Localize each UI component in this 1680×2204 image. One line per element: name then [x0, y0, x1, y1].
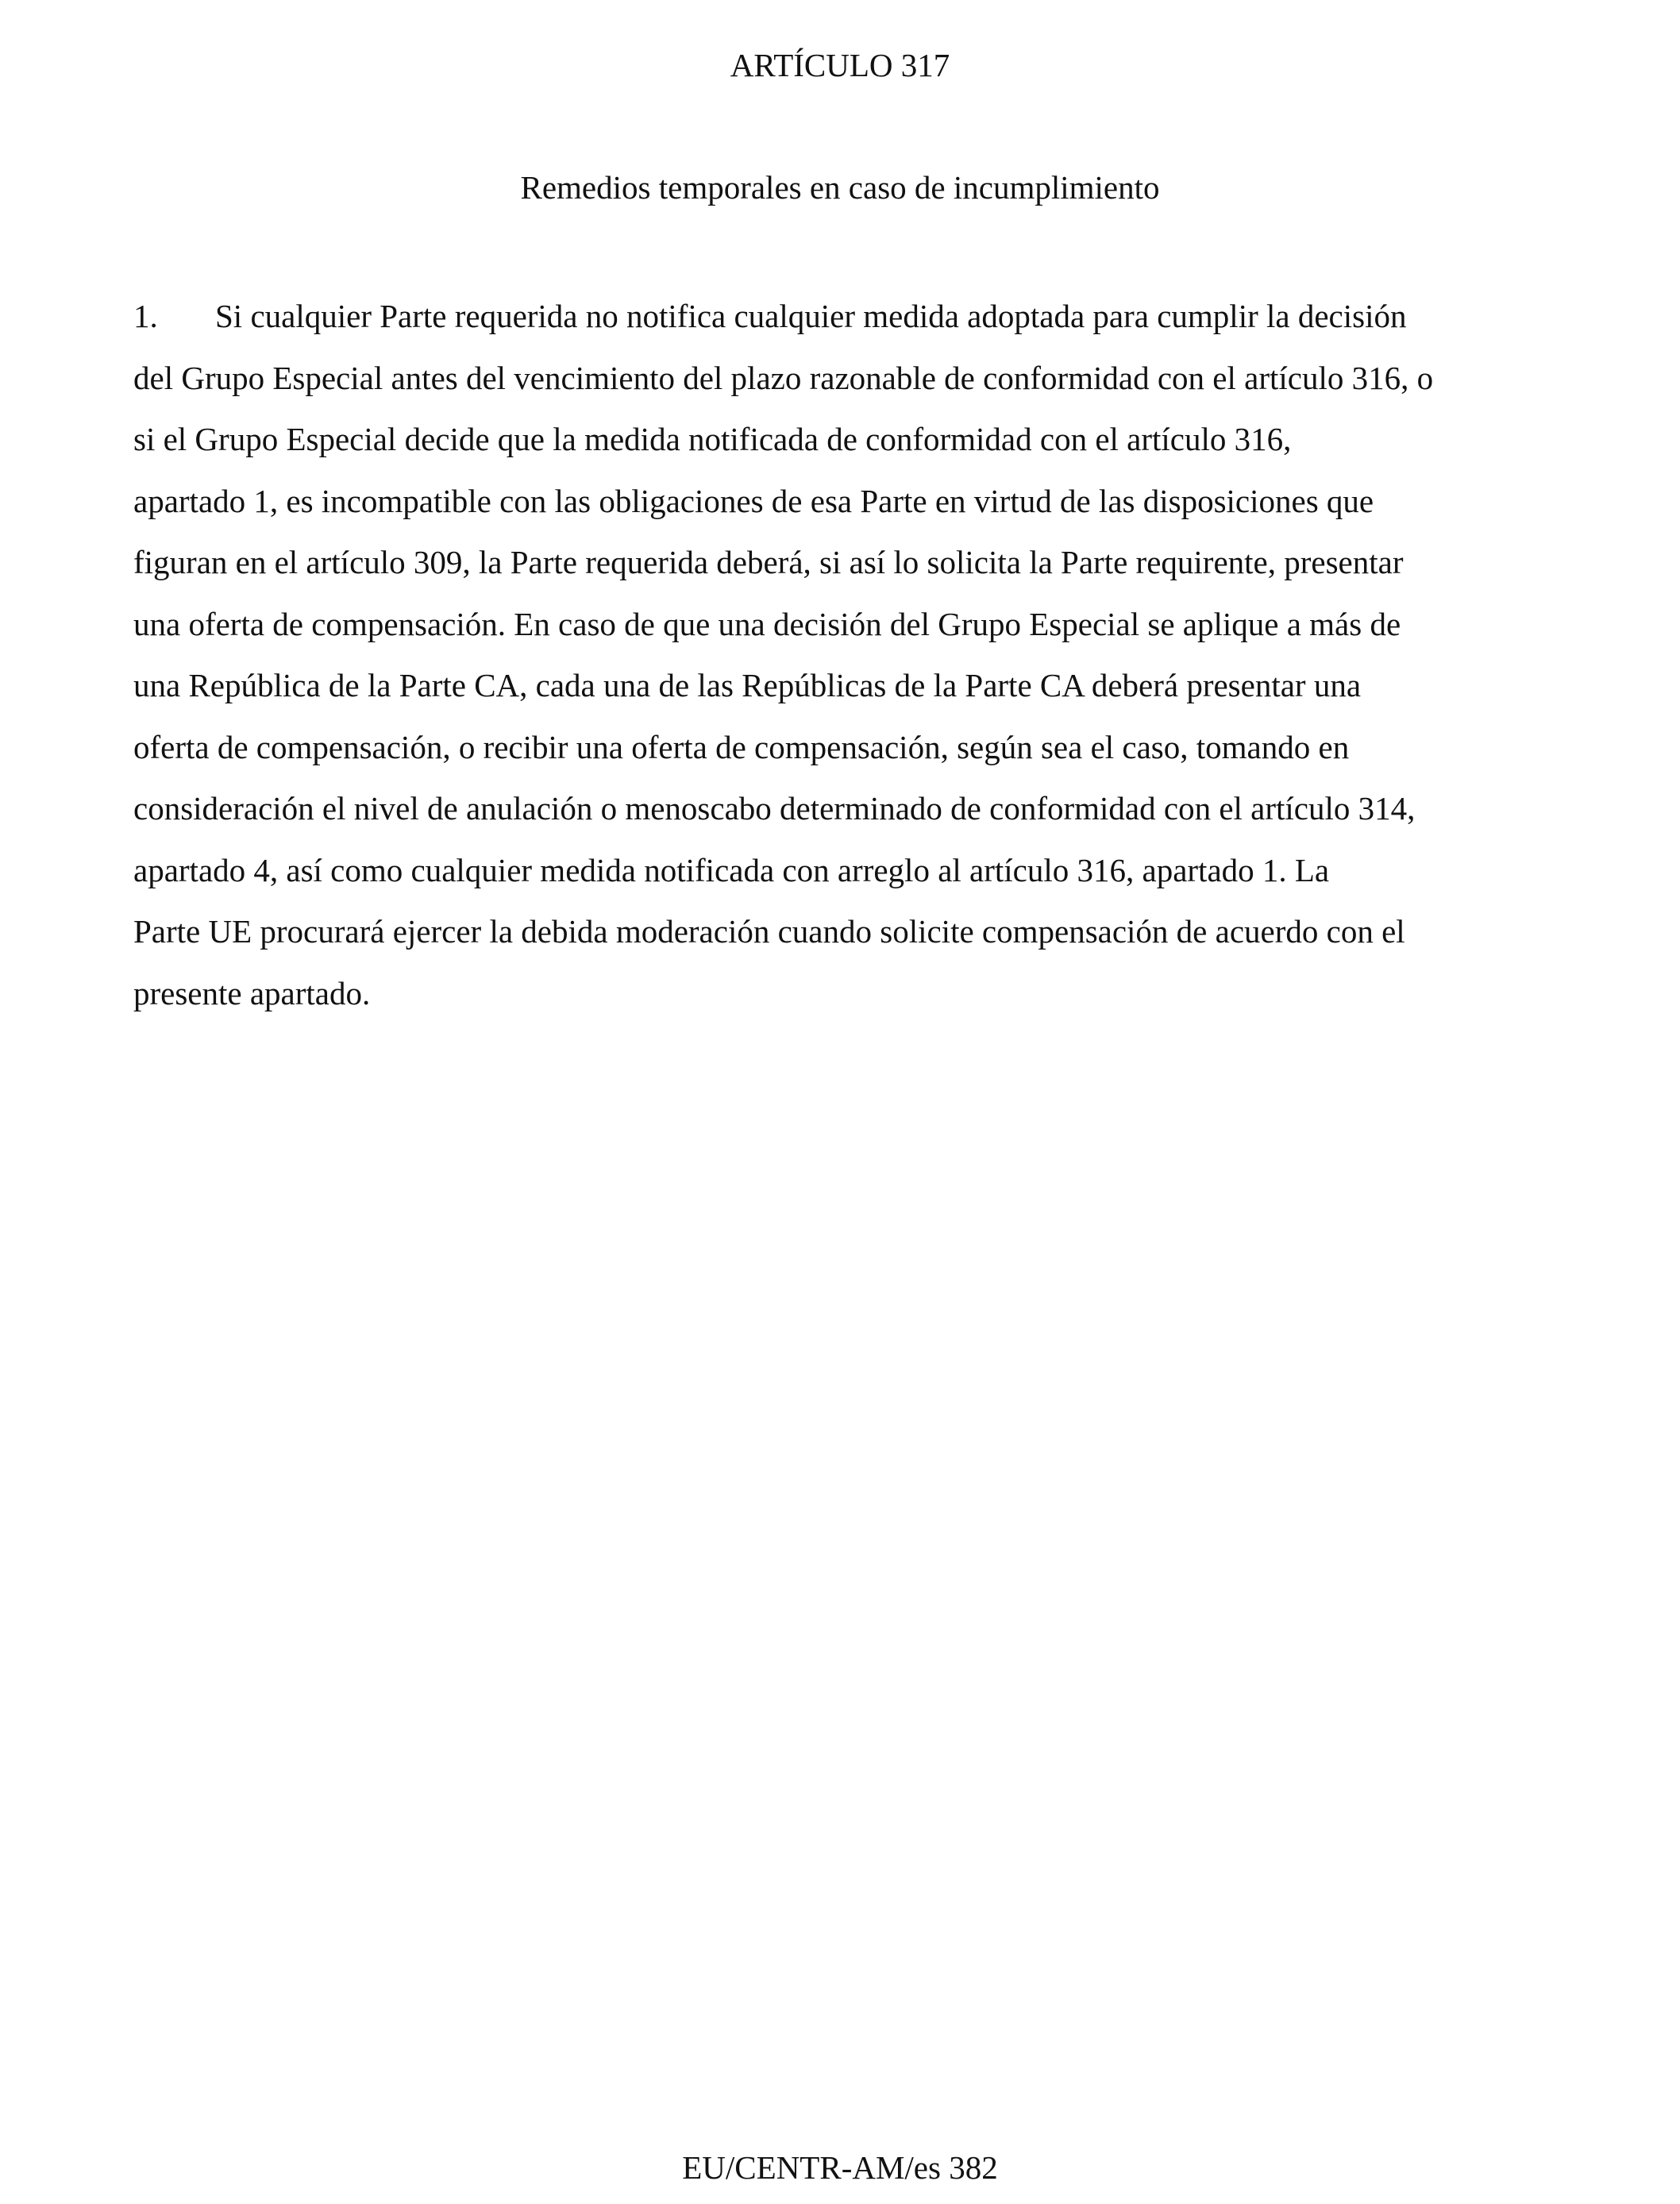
paragraph-line: una República de la Parte CA, cada una de las Repúblicas de la Parte CA deberá presentar una [133, 667, 1362, 703]
article-title: Remedios temporales en caso de incumplimiento [520, 169, 1160, 206]
paragraph-line: apartado 4, así como cualquier medida notificada con arreglo al artículo 316, apartado 1. La [133, 851, 1330, 888]
page-footer: EU/CENTR-AM/es 382 [682, 2149, 998, 2186]
paragraph-line: presente apartado. [133, 974, 371, 1011]
paragraph-line: del Grupo Especial antes del vencimiento del plazo razonable de conformidad con el artículo 316, o [133, 359, 1434, 396]
paragraph-line: oferta de compensación, o recibir una oferta de compensación, según sea el caso, tomando en [133, 728, 1350, 765]
paragraph-line: si el Grupo Especial decide que la medida notificada de conformidad con el artículo 316, [133, 421, 1292, 457]
paragraph-line: Parte UE procurará ejercer la debida moderación cuando solicite compensación de acuerdo con el [133, 913, 1405, 950]
paragraph-line: consideración el nivel de anulación o menoscabo determinado de conformidad con el artículo 314, [133, 790, 1416, 826]
paragraph-line: apartado 1, es incompatible con las obligaciones de esa Parte en virtud de las disposiciones que [133, 482, 1374, 519]
paragraph-line [133, 286, 1562, 348]
paragraph-line: una oferta de compensación. En caso de que una decisión del Grupo Especial se aplique a más de [133, 605, 1401, 642]
paragraph-number: 1. [133, 298, 158, 334]
paragraph-1 [133, 286, 1562, 1024]
paragraph-line-text: Si cualquier Parte requerida no notifica cualquier medida adoptada para cumplir la decisión [215, 298, 1407, 334]
paragraph-line: figuran en el artículo 309, la Parte requerida deberá, si así lo solicita la Parte requirente, presentar [133, 544, 1404, 580]
article-number: ARTÍCULO 317 [730, 47, 950, 83]
